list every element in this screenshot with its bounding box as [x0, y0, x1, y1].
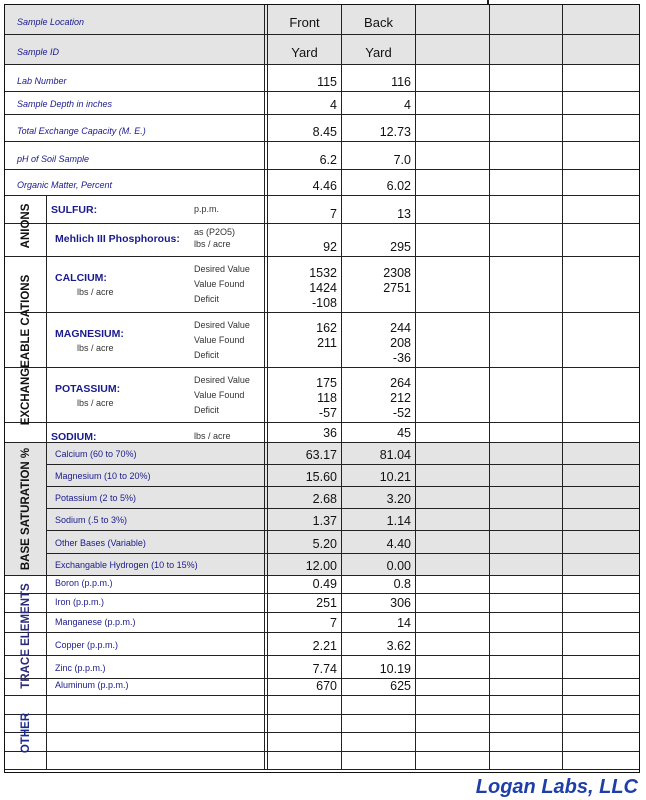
value-cell[interactable] — [264, 170, 341, 195]
value-cell[interactable] — [562, 465, 641, 486]
row-label: CALCIUM: — [55, 272, 107, 284]
table-row — [5, 170, 639, 196]
row-label: Sodium (.5 to 3%) — [55, 515, 128, 525]
value-cell[interactable] — [264, 65, 341, 91]
soil-report-table — [4, 4, 640, 773]
section-label — [5, 443, 47, 576]
value-cell[interactable] — [264, 696, 341, 714]
value-cell[interactable] — [341, 509, 415, 530]
value-cell[interactable] — [264, 487, 341, 508]
row-label: Total Exchange Capacity (M. E.) — [17, 126, 146, 136]
table-row — [5, 487, 639, 509]
value-cell[interactable] — [562, 576, 641, 593]
value-cell[interactable] — [264, 509, 341, 530]
value-cell[interactable] — [264, 142, 341, 169]
value-cell[interactable] — [341, 531, 415, 553]
value: 4.40 — [386, 537, 411, 551]
row-label: pH of Soil Sample — [17, 154, 90, 164]
value: 1.14 — [386, 514, 411, 528]
value-cell[interactable] — [264, 368, 341, 422]
row-label: Iron (p.p.m.) — [55, 597, 105, 607]
value-cell[interactable] — [415, 5, 489, 34]
value-cell[interactable] — [264, 115, 341, 141]
value-cell[interactable] — [489, 196, 562, 223]
table-row — [5, 142, 639, 170]
value-cell[interactable] — [489, 656, 562, 678]
value: 670 — [316, 679, 337, 693]
table-row — [5, 115, 639, 142]
value-cell[interactable] — [264, 554, 341, 575]
row-label: Other Bases (Variable) — [55, 538, 146, 548]
value: 6.2 — [319, 153, 337, 167]
row-label: Sample Location — [17, 17, 85, 27]
table-row — [5, 5, 639, 35]
value-cell[interactable] — [562, 509, 641, 530]
section-title: EXCHANGEABLE CATIONS — [19, 274, 32, 425]
value: 3.20 — [386, 492, 411, 506]
value: 2308 2751 — [383, 266, 411, 295]
value: 36 — [323, 426, 337, 440]
value-cell[interactable] — [264, 633, 341, 655]
value: 4 — [404, 98, 411, 112]
value: 2.21 — [312, 639, 337, 653]
value-cell[interactable] — [264, 576, 341, 593]
value-cell[interactable] — [264, 196, 341, 223]
value-cell[interactable] — [489, 257, 562, 312]
value-cell[interactable] — [415, 656, 489, 678]
value-cell[interactable] — [341, 696, 415, 714]
table-row — [5, 368, 639, 423]
value: 175 118 -57 — [316, 376, 337, 420]
value: 295 — [390, 240, 411, 254]
section-label — [5, 576, 47, 696]
row-label: Potassium (2 to 5%) — [55, 493, 137, 503]
section-label — [5, 196, 47, 257]
value-cell[interactable] — [489, 115, 562, 141]
value-cell[interactable] — [562, 313, 641, 367]
lab-brand: Logan Labs, LLC — [475, 776, 638, 798]
table-row — [5, 576, 639, 594]
value: 7.0 — [393, 153, 411, 167]
value-cell[interactable] — [415, 65, 489, 91]
section-label — [5, 257, 47, 443]
column-header: Yard — [291, 45, 318, 60]
value-cell[interactable] — [562, 487, 641, 508]
value-cell[interactable] — [341, 224, 415, 256]
value: 92 — [323, 240, 337, 254]
table-row — [5, 443, 639, 465]
value-cell[interactable] — [489, 633, 562, 655]
value-cell[interactable] — [341, 633, 415, 655]
value-cell[interactable] — [341, 656, 415, 678]
value-cell[interactable] — [562, 554, 641, 575]
value-cell[interactable] — [489, 313, 562, 367]
column-header: Front — [289, 15, 320, 30]
value-cell[interactable] — [341, 368, 415, 422]
value-cell[interactable] — [264, 715, 341, 732]
value-cell[interactable] — [562, 35, 641, 64]
value: 251 — [316, 596, 337, 610]
value-cell[interactable] — [415, 443, 489, 464]
value: 244 208 -36 — [390, 321, 411, 365]
value-cell[interactable] — [264, 224, 341, 256]
value-cell[interactable] — [489, 487, 562, 508]
value: 2.68 — [312, 492, 337, 506]
value: 264 212 -52 — [390, 376, 411, 420]
table-row — [5, 633, 639, 656]
table-row — [5, 696, 639, 715]
value-cell[interactable] — [415, 733, 489, 751]
value: 12.00 — [305, 559, 337, 573]
table-row — [5, 613, 639, 633]
value: 3.62 — [386, 639, 411, 653]
table-row — [5, 257, 639, 313]
row-label: Sample ID — [17, 47, 60, 57]
value: 10.19 — [379, 662, 411, 676]
value-cell[interactable] — [341, 594, 415, 612]
value-cell[interactable] — [415, 531, 489, 553]
value-cell[interactable] — [562, 142, 641, 169]
value-cell[interactable] — [264, 465, 341, 486]
row-unit: Desired Value Value Found Deficit — [194, 375, 250, 415]
value-cell[interactable] — [489, 509, 562, 530]
row-label: Sample Depth in inches — [17, 99, 113, 109]
value: 1532 1424 -108 — [309, 266, 337, 310]
value: 45 — [397, 426, 411, 440]
value-cell[interactable] — [341, 465, 415, 486]
value-cell[interactable] — [562, 633, 641, 655]
value-cell[interactable] — [562, 65, 641, 91]
row-label: Calcium (60 to 70%) — [55, 449, 137, 459]
value: 15.60 — [305, 470, 337, 484]
row-unit: as (P2O5) lbs / acre — [194, 227, 236, 249]
value-cell[interactable] — [415, 257, 489, 312]
value-cell[interactable] — [415, 679, 489, 695]
value-cell[interactable] — [562, 752, 641, 769]
value: 7 — [330, 616, 337, 630]
column-header: Back — [364, 15, 393, 30]
section-title: TRACE ELEMENTS — [19, 582, 32, 689]
value-cell[interactable] — [489, 576, 562, 593]
table-row — [5, 92, 639, 115]
value-cell[interactable] — [489, 5, 562, 34]
value-cell[interactable] — [489, 733, 562, 751]
value-cell[interactable] — [264, 313, 341, 367]
table-row — [5, 196, 639, 224]
value-cell[interactable] — [489, 170, 562, 195]
value: 13 — [397, 207, 411, 221]
section-title: OTHER — [19, 712, 32, 753]
value-cell[interactable] — [562, 531, 641, 553]
value-cell[interactable] — [562, 5, 641, 34]
value: 8.45 — [312, 125, 337, 139]
table-row — [5, 224, 639, 257]
row-unit: Desired Value Value Found Deficit — [194, 264, 250, 304]
value-cell[interactable] — [562, 196, 641, 223]
value-cell[interactable] — [489, 65, 562, 91]
value-cell[interactable] — [562, 115, 641, 141]
value-cell[interactable] — [489, 423, 562, 442]
value-cell[interactable] — [562, 368, 641, 422]
value-cell[interactable] — [341, 613, 415, 632]
value-cell[interactable] — [341, 443, 415, 464]
row-sublabel: lbs / acre — [77, 398, 114, 408]
value-cell[interactable] — [264, 656, 341, 678]
value-cell[interactable] — [341, 679, 415, 695]
value-cell[interactable] — [415, 92, 489, 114]
value: 4 — [330, 98, 337, 112]
value-cell[interactable] — [415, 142, 489, 169]
value-cell[interactable] — [415, 715, 489, 732]
value-cell[interactable] — [264, 531, 341, 553]
value-cell[interactable] — [562, 696, 641, 714]
value-cell[interactable] — [562, 224, 641, 256]
value-cell[interactable] — [562, 170, 641, 195]
value-cell[interactable] — [415, 35, 489, 64]
value-cell[interactable] — [415, 487, 489, 508]
value-cell[interactable] — [415, 633, 489, 655]
value-cell[interactable] — [489, 531, 562, 553]
table-row — [5, 423, 639, 443]
row-label: POTASSIUM: — [55, 383, 121, 395]
value-cell[interactable] — [415, 115, 489, 141]
row-label: Exchangable Hydrogen (10 to 15%) — [55, 560, 198, 570]
row-label: SODIUM: — [51, 431, 97, 443]
value-cell[interactable] — [415, 196, 489, 223]
table-row — [5, 594, 639, 613]
table-row — [5, 35, 639, 65]
row-label: Mehlich III Phosphorous: — [55, 233, 180, 245]
table-row — [5, 465, 639, 487]
value-cell[interactable] — [562, 443, 641, 464]
value: 115 — [317, 75, 337, 89]
value-cell[interactable] — [489, 92, 562, 114]
value-cell[interactable] — [562, 594, 641, 612]
row-unit: lbs / acre — [194, 431, 231, 441]
value-cell[interactable] — [489, 142, 562, 169]
table-row — [5, 656, 639, 679]
value: 10.21 — [379, 470, 411, 484]
value-cell[interactable] — [489, 613, 562, 632]
table-row — [5, 509, 639, 531]
value-cell[interactable] — [341, 92, 415, 114]
value-cell[interactable] — [341, 142, 415, 169]
table-row — [5, 733, 639, 752]
value: 1.37 — [312, 514, 337, 528]
row-label: SULFUR: — [51, 204, 98, 216]
value-cell[interactable] — [264, 679, 341, 695]
value-cell[interactable] — [489, 752, 562, 769]
value-cell[interactable] — [489, 224, 562, 256]
value-cell[interactable] — [415, 224, 489, 256]
value-cell[interactable] — [341, 115, 415, 141]
section-title: ANIONS — [19, 203, 32, 249]
value-cell[interactable] — [489, 465, 562, 486]
value: 162 211 — [316, 321, 337, 350]
row-label: Boron (p.p.m.) — [55, 578, 113, 588]
value: 4.46 — [312, 179, 337, 193]
value-cell[interactable] — [264, 35, 341, 64]
value-cell[interactable] — [264, 92, 341, 114]
value-cell[interactable] — [489, 594, 562, 612]
value-cell[interactable] — [415, 465, 489, 486]
value: 0.49 — [312, 577, 337, 591]
value-cell[interactable] — [562, 656, 641, 678]
value-cell[interactable] — [562, 257, 641, 312]
value-cell[interactable] — [562, 613, 641, 632]
value: 6.02 — [386, 179, 411, 193]
row-label: Aluminum (p.p.m.) — [55, 680, 129, 690]
value: 7 — [330, 207, 337, 221]
row-label: Copper (p.p.m.) — [55, 640, 119, 650]
value-cell[interactable] — [415, 752, 489, 769]
value-cell[interactable] — [341, 313, 415, 367]
value: 81.04 — [379, 448, 411, 462]
value-cell[interactable] — [415, 576, 489, 593]
column-header: Yard — [365, 45, 392, 60]
value: 7.74 — [312, 662, 337, 676]
value-cell[interactable] — [415, 170, 489, 195]
row-unit: Desired Value Value Found Deficit — [194, 320, 250, 360]
value-cell[interactable] — [341, 65, 415, 91]
value-cell[interactable] — [415, 313, 489, 367]
value: 12.73 — [379, 125, 411, 139]
value-cell[interactable] — [562, 679, 641, 695]
value-cell[interactable] — [341, 752, 415, 769]
section-label — [5, 696, 47, 770]
value-cell[interactable] — [415, 613, 489, 632]
value-cell[interactable] — [341, 5, 415, 34]
value-cell[interactable] — [489, 715, 562, 732]
value: 0.00 — [386, 559, 411, 573]
row-sublabel: lbs / acre — [77, 343, 114, 353]
value-cell[interactable] — [341, 733, 415, 751]
table-row — [5, 715, 639, 733]
value-cell[interactable] — [264, 423, 341, 442]
value-cell[interactable] — [264, 594, 341, 612]
value-cell[interactable] — [264, 733, 341, 751]
value: 116 — [391, 75, 411, 89]
row-label: Lab Number — [17, 76, 67, 86]
value: 63.17 — [305, 448, 337, 462]
table-row — [5, 554, 639, 576]
value: 306 — [390, 596, 411, 610]
value-cell[interactable] — [341, 257, 415, 312]
row-label: Manganese (p.p.m.) — [55, 617, 136, 627]
value-cell[interactable] — [562, 733, 641, 751]
value-cell[interactable] — [264, 443, 341, 464]
section-title: BASE SATURATION % — [19, 447, 32, 571]
value-cell[interactable] — [341, 576, 415, 593]
table-row — [5, 679, 639, 696]
value-cell[interactable] — [489, 696, 562, 714]
value-cell[interactable] — [562, 715, 641, 732]
value: 5.20 — [312, 537, 337, 551]
value-cell[interactable] — [264, 752, 341, 769]
value-cell[interactable] — [341, 715, 415, 732]
row-unit: p.p.m. — [194, 204, 220, 214]
value-cell[interactable] — [489, 554, 562, 575]
value-cell[interactable] — [415, 696, 489, 714]
value-cell[interactable] — [415, 368, 489, 422]
value-cell[interactable] — [341, 170, 415, 195]
value-cell[interactable] — [341, 35, 415, 64]
row-label: MAGNESIUM: — [55, 328, 124, 340]
table-row — [5, 752, 639, 770]
value-cell[interactable] — [415, 554, 489, 575]
value-cell[interactable] — [341, 196, 415, 223]
row-label: Organic Matter, Percent — [17, 180, 113, 190]
value-cell[interactable] — [341, 554, 415, 575]
value: 14 — [397, 616, 411, 630]
value-cell[interactable] — [415, 594, 489, 612]
row-label: Zinc (p.p.m.) — [55, 663, 106, 673]
table-row — [5, 313, 639, 368]
value-cell[interactable] — [489, 35, 562, 64]
value-cell[interactable] — [562, 92, 641, 114]
value-cell[interactable] — [341, 423, 415, 442]
value-cell[interactable] — [489, 368, 562, 422]
value-cell[interactable] — [341, 487, 415, 508]
value: 625 — [390, 679, 411, 693]
row-sublabel: lbs / acre — [77, 287, 114, 297]
value-cell[interactable] — [264, 257, 341, 312]
value-cell[interactable] — [489, 679, 562, 695]
value-cell[interactable] — [489, 443, 562, 464]
table-row — [5, 65, 639, 92]
value: 0.8 — [393, 577, 411, 591]
row-label: Magnesium (10 to 20%) — [55, 471, 151, 481]
value-cell[interactable] — [562, 423, 641, 442]
value-cell[interactable] — [415, 423, 489, 442]
value-cell[interactable] — [415, 509, 489, 530]
value-cell[interactable] — [264, 613, 341, 632]
value-cell[interactable] — [264, 5, 341, 34]
table-row — [5, 531, 639, 554]
